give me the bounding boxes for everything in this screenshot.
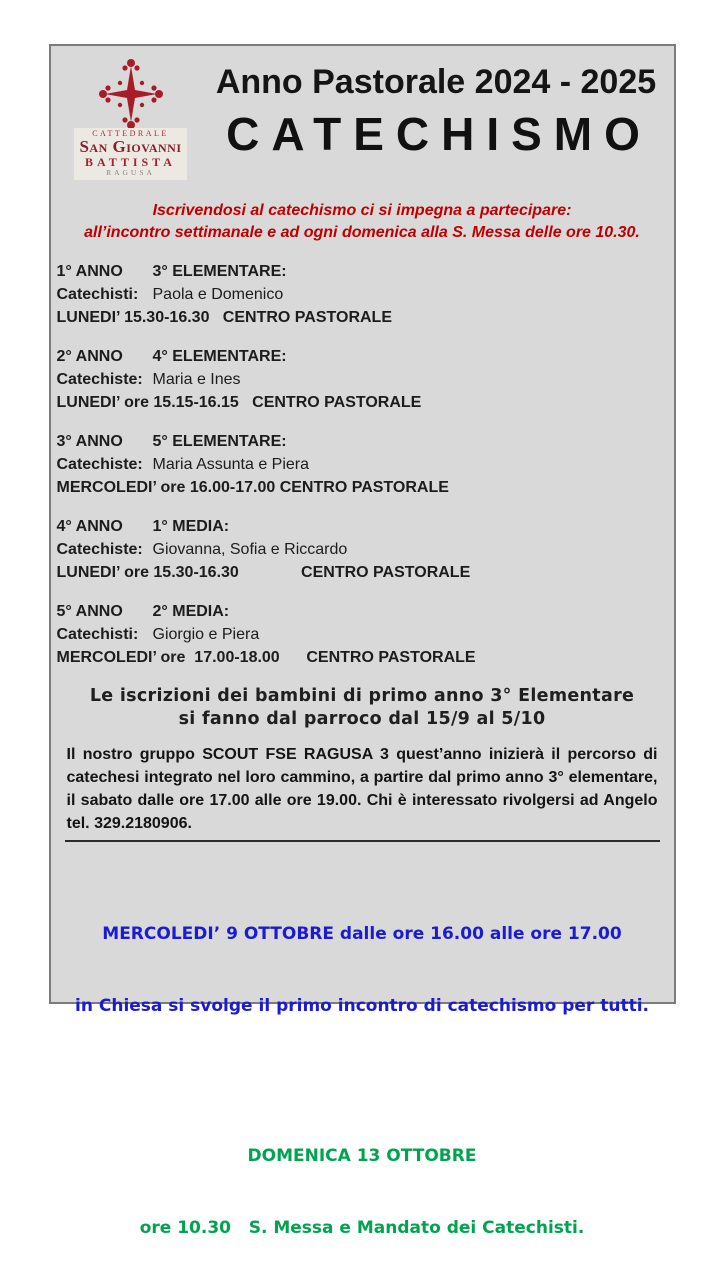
catechist-label: Catechiste: — [56, 455, 143, 473]
cross-fleury-icon — [99, 56, 163, 132]
catechist-label: Catechiste: — [56, 370, 143, 388]
schedule-section-2 — [57, 345, 670, 414]
mandate-line-1: DOMENICA 13 OTTOBRE — [247, 1145, 477, 1166]
mandate-notice — [55, 1096, 670, 1288]
section-title-row — [57, 515, 670, 538]
schedule-line: MERCOLEDI’ ore 17.00-18.00 CENTRO PASTORALE — [56, 648, 476, 666]
catechist-label: Catechiste: — [56, 540, 143, 558]
flyer-header — [55, 46, 670, 180]
page-title: Anno Pastorale 2024 - 2025 — [215, 63, 657, 101]
schedule-section-4 — [57, 515, 670, 584]
schedule-section-1 — [57, 260, 670, 329]
catechist-names: Maria e Ines — [152, 370, 241, 388]
year-label: 2° ANNO — [56, 347, 123, 365]
year-label: 3° ANNO — [56, 432, 123, 450]
section-title-row — [57, 600, 670, 623]
cathedral-logo — [55, 54, 207, 180]
catechist-names: Giovanna, Sofia e Riccardo — [152, 540, 348, 558]
logo-san-giovanni: San Giovanni — [79, 137, 182, 157]
intro-line-2: all’incontro settimanale e ad ogni domenica alla S. Messa delle ore 10.30. — [84, 223, 640, 241]
logo-cattedrale: CATTEDRALE — [92, 129, 169, 138]
enrollment-line-2: si fanno dal parroco dal 15/9 al 5/10 — [178, 708, 546, 729]
page-subtitle: CATECHISMO — [226, 108, 652, 160]
schedule-line: LUNEDI’ ore 15.30-16.30 CENTRO PASTORALE — [56, 563, 471, 581]
catechist-label: Catechisti: — [56, 285, 139, 303]
year-label: 1° ANNO — [56, 262, 123, 280]
section-title-row — [57, 260, 670, 283]
grade-label: 5° ELEMENTARE: — [152, 432, 287, 450]
schedule-line: LUNEDI’ ore 15.15-16.15 CENTRO PASTORALE — [56, 393, 422, 411]
intro-line-1: Iscrivendosi al catechismo ci si impegna a partecipare: — [152, 201, 572, 219]
grade-label: 4° ELEMENTARE: — [152, 347, 287, 365]
grade-label: 3° ELEMENTARE: — [152, 262, 287, 280]
scout-paragraph: Il nostro gruppo SCOUT FSE RAGUSA 3 quest’anno inizierà il percorso di catechesi integrato nel loro cammino, a partire dal primo anno 3° elementare, il sabato dalle ore 17.00 alle ore 19.00. Chi è interessato rivolgersi ad Angelo tel. 329.2180906. — [65, 743, 660, 842]
catechist-names: Giorgio e Piera — [152, 625, 260, 643]
schedule-section-5 — [57, 600, 670, 669]
year-label: 4° ANNO — [56, 517, 123, 535]
logo-ragusa: RAGUSA — [106, 167, 155, 177]
title-area — [207, 54, 670, 180]
logo-wordmark — [74, 128, 186, 180]
first-meeting-line-2: in Chiesa si svolge il primo incontro di catechismo per tutti. — [75, 995, 649, 1016]
mandate-line-2: ore 10.30 S. Messa e Mandato dei Catechisti. — [139, 1217, 585, 1238]
catechist-row — [57, 368, 670, 391]
grade-label: 2° MEDIA: — [152, 602, 230, 620]
section-title-row — [57, 430, 670, 453]
schedule-section-3 — [57, 430, 670, 499]
schedule-line: MERCOLEDI’ ore 16.00-17.00 CENTRO PASTORALE — [56, 478, 449, 496]
schedule-list — [55, 260, 670, 669]
section-title-row — [57, 345, 670, 368]
enrollment-heading — [55, 685, 670, 731]
first-meeting-notice — [55, 874, 670, 1066]
catechist-label: Catechisti: — [56, 625, 139, 643]
grade-label: 1° MEDIA: — [152, 517, 230, 535]
catechist-row — [57, 538, 670, 561]
catechist-row — [57, 453, 670, 476]
flyer — [49, 44, 676, 1238]
logo-battista: BATTISTA — [85, 155, 176, 170]
first-meeting-line-1: MERCOLEDI’ 9 OTTOBRE dalle ore 16.00 alle ore 17.00 — [102, 923, 622, 944]
enrollment-line-1: Le iscrizioni dei bambini di primo anno 3° Elementare — [89, 685, 635, 706]
schedule-line: LUNEDI’ 15.30-16.30 CENTRO PASTORALE — [56, 308, 392, 326]
catechist-names: Maria Assunta e Piera — [152, 455, 310, 473]
year-label: 5° ANNO — [56, 602, 123, 620]
catechist-row — [57, 623, 670, 646]
catechist-row — [57, 283, 670, 306]
intro-notice — [55, 200, 670, 244]
catechist-names: Paola e Domenico — [152, 285, 284, 303]
